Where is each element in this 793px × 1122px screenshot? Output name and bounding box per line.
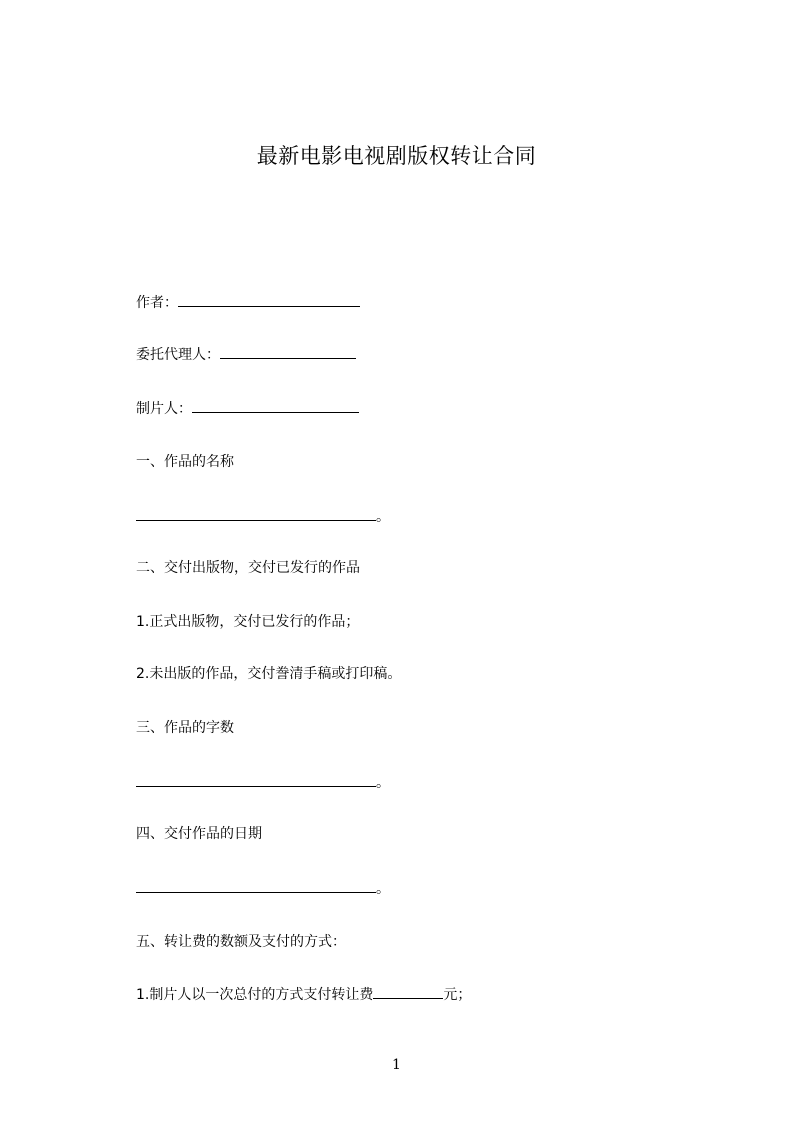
- word-count-blank: [136, 772, 376, 787]
- section-4-heading: 四、交付作品的日期: [136, 826, 262, 842]
- producer-blank: [192, 398, 359, 413]
- section-1-heading: 一、作品的名称: [136, 454, 234, 470]
- section-1-fill-line: [136, 506, 390, 527]
- page-number: 1: [392, 1057, 401, 1073]
- document-title: 最新电影电视剧版权转让合同: [256, 144, 537, 168]
- producer-label: 制片人：: [136, 401, 192, 417]
- section-4-suffix: 。: [376, 881, 390, 897]
- section-4-fill-line: [136, 878, 390, 899]
- section-5-item-1: [136, 984, 471, 1005]
- work-name-blank: [136, 506, 376, 521]
- delivery-date-blank: [136, 878, 376, 893]
- section-2-heading: 二、交付出版物，交付已发行的作品: [136, 560, 360, 576]
- section-3-fill-line: [136, 772, 390, 793]
- author-field: [136, 292, 360, 313]
- producer-field: [136, 398, 359, 419]
- agent-label: 委托代理人：: [136, 347, 220, 363]
- section-3-suffix: 。: [376, 775, 390, 791]
- section-5-heading: 五、转让费的数额及支付的方式：: [136, 934, 346, 950]
- author-blank: [178, 292, 360, 307]
- agent-field: [136, 344, 356, 365]
- section-3-heading: 三、作品的字数: [136, 720, 234, 736]
- fee-amount-blank: [373, 984, 443, 999]
- author-label: 作者：: [136, 295, 178, 311]
- agent-blank: [220, 344, 356, 359]
- section-2-item-2: 2.未出版的作品，交付誊清手稿或打印稿。: [136, 666, 402, 682]
- section-5-item-1-prefix: 1.制片人以一次总付的方式支付转让费: [136, 987, 374, 1003]
- section-5-item-1-suffix: 元；: [443, 987, 472, 1003]
- section-1-suffix: 。: [376, 509, 390, 525]
- section-2-item-1: 1.正式出版物，交付已发行的作品；: [136, 614, 360, 630]
